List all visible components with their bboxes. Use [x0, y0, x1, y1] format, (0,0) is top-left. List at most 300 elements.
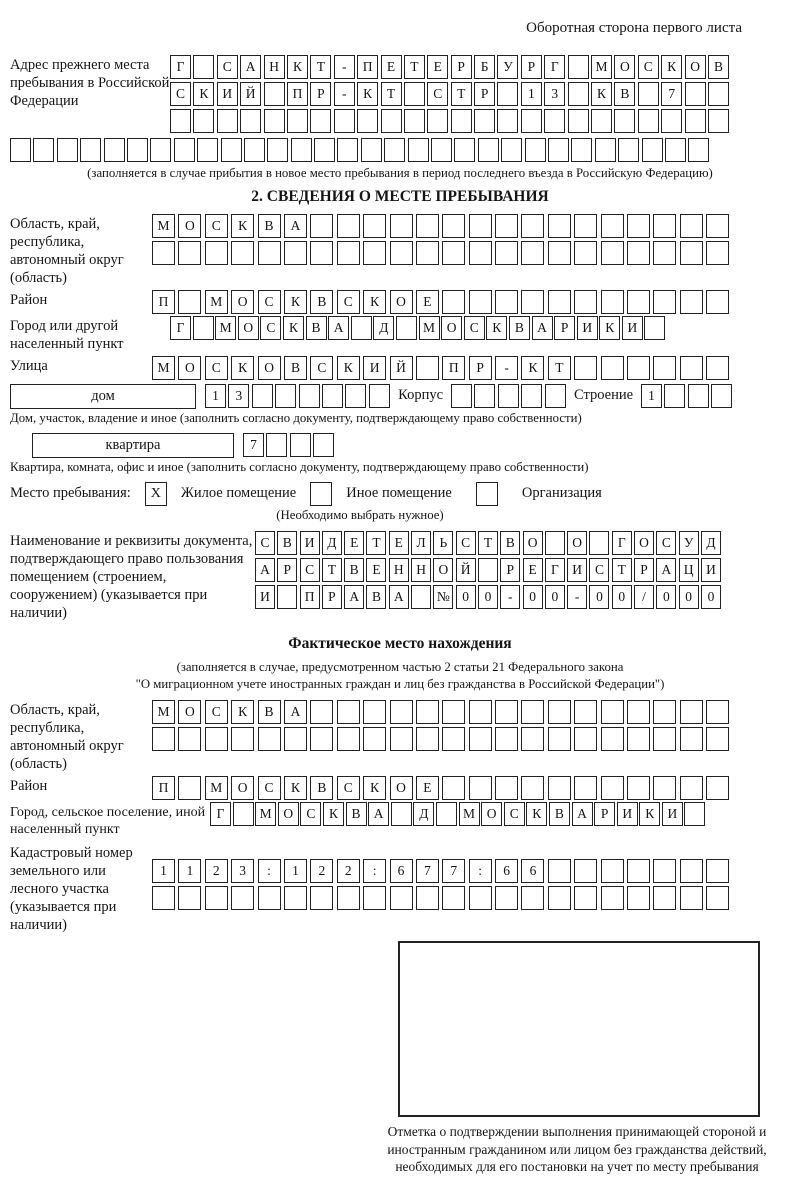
char-box	[287, 109, 308, 133]
actual-city-label: Город, сельское поселение, иной населенный пункт	[10, 805, 206, 838]
char-box	[680, 886, 703, 910]
char-box: Г	[170, 316, 191, 340]
char-box	[474, 384, 495, 408]
char-box: С	[260, 316, 281, 340]
char-box	[688, 384, 709, 408]
house-number-cells	[205, 384, 392, 408]
char-box: И	[662, 802, 683, 826]
char-box	[284, 241, 307, 265]
char-box	[411, 585, 431, 609]
char-box	[627, 241, 650, 265]
char-box: К	[193, 82, 214, 106]
char-box	[322, 384, 343, 408]
char-box: Ц	[679, 558, 699, 582]
char-box	[152, 241, 175, 265]
char-box	[521, 109, 542, 133]
char-box: У	[497, 55, 518, 79]
char-box	[653, 241, 676, 265]
char-box	[275, 384, 296, 408]
char-box: Д	[413, 802, 434, 826]
char-box	[337, 138, 358, 162]
char-box	[334, 109, 355, 133]
char-box	[363, 700, 386, 724]
char-box	[684, 802, 705, 826]
char-box	[404, 82, 425, 106]
char-box	[601, 214, 624, 238]
char-box: Г	[544, 55, 565, 79]
char-box: Т	[548, 356, 571, 380]
char-box: С	[310, 356, 333, 380]
char-box: Е	[523, 558, 543, 582]
char-box	[521, 776, 544, 800]
char-box: С	[255, 531, 275, 555]
prev-address-row-2	[170, 82, 731, 106]
char-box	[548, 886, 571, 910]
char-box: П	[442, 356, 465, 380]
stay-type-row	[10, 482, 790, 506]
char-box	[544, 109, 565, 133]
char-box: Т	[451, 82, 472, 106]
char-box: Е	[389, 531, 409, 555]
char-box: И	[577, 316, 598, 340]
char-box	[568, 82, 589, 106]
char-box	[521, 700, 544, 724]
cadastre-rows	[152, 843, 733, 913]
char-box: Н	[411, 558, 431, 582]
actual-city-row	[210, 802, 707, 826]
stay-option-residential-label: Жилое помещение	[180, 485, 297, 502]
char-box: О	[178, 214, 201, 238]
char-box	[170, 109, 191, 133]
char-box	[178, 886, 201, 910]
char-box	[548, 700, 571, 724]
char-box	[291, 138, 312, 162]
char-box	[706, 700, 729, 724]
char-box	[497, 82, 518, 106]
char-box: Н	[264, 55, 285, 79]
char-box	[178, 241, 201, 265]
char-box: Е	[427, 55, 448, 79]
korpus-cells	[451, 384, 568, 408]
prev-address-rows	[170, 55, 731, 136]
char-box	[601, 886, 624, 910]
char-box	[240, 109, 261, 133]
char-box	[548, 727, 571, 751]
char-box: №	[433, 585, 453, 609]
char-box	[80, 138, 101, 162]
char-box	[521, 214, 544, 238]
stroenie-label: Строение	[573, 386, 634, 403]
stay-option-other-label: Иное помещение	[346, 485, 452, 502]
char-box	[469, 290, 492, 314]
actual-region-row-2	[152, 727, 733, 751]
char-box: В	[310, 290, 333, 314]
stay-type-label: Место пребывания:	[10, 485, 131, 502]
char-box	[618, 138, 639, 162]
char-box: 1	[284, 859, 307, 883]
char-box	[363, 241, 386, 265]
char-box: К	[231, 214, 254, 238]
char-box	[627, 727, 650, 751]
char-box	[685, 82, 706, 106]
char-box	[197, 138, 218, 162]
char-box: Р	[474, 82, 495, 106]
char-box	[416, 886, 439, 910]
char-box: К	[283, 316, 304, 340]
char-box	[548, 776, 571, 800]
char-box: Ь	[433, 531, 453, 555]
char-box: 1	[152, 859, 175, 883]
actual-region-row-1	[152, 700, 733, 724]
char-box	[390, 214, 413, 238]
char-box	[708, 109, 729, 133]
char-box	[521, 886, 544, 910]
char-box	[664, 384, 685, 408]
char-box	[495, 776, 518, 800]
char-box: 7	[442, 859, 465, 883]
char-box	[284, 886, 307, 910]
char-box: М	[215, 316, 236, 340]
char-box	[706, 214, 729, 238]
char-box	[627, 886, 650, 910]
prev-address-row-4	[10, 138, 790, 162]
char-box	[653, 700, 676, 724]
char-box: А	[389, 585, 409, 609]
char-box	[408, 138, 429, 162]
char-box: И	[617, 802, 638, 826]
char-box: А	[284, 700, 307, 724]
char-box: Р	[500, 558, 520, 582]
char-box: Г	[210, 802, 231, 826]
char-box	[384, 138, 405, 162]
char-box: К	[337, 356, 360, 380]
char-box: О	[441, 316, 462, 340]
cadastre-block	[10, 843, 790, 935]
char-box	[495, 290, 518, 314]
char-box: В	[344, 558, 364, 582]
char-box: -	[334, 55, 355, 79]
char-box: М	[419, 316, 440, 340]
char-box: И	[622, 316, 643, 340]
char-box	[501, 138, 522, 162]
char-box: 7	[416, 859, 439, 883]
char-box	[310, 241, 333, 265]
char-box	[416, 356, 439, 380]
char-box	[431, 138, 452, 162]
char-box	[416, 241, 439, 265]
char-box	[574, 727, 597, 751]
char-box: М	[591, 55, 612, 79]
char-box	[152, 727, 175, 751]
prev-address-label: Адрес прежнего места пребывания в Российской Федерации	[10, 57, 170, 109]
char-box: Р	[521, 55, 542, 79]
char-box: К	[231, 356, 254, 380]
char-box	[661, 109, 682, 133]
stay-checkbox-other	[310, 482, 332, 506]
prev-address-row-3	[170, 109, 731, 133]
actual-district-block	[10, 776, 790, 800]
char-box	[574, 776, 597, 800]
char-box: Р	[322, 585, 342, 609]
char-box: А	[255, 558, 275, 582]
char-box	[469, 886, 492, 910]
char-box: И	[701, 558, 721, 582]
document-row-1	[255, 531, 723, 555]
char-box	[442, 290, 465, 314]
char-box: С	[217, 55, 238, 79]
char-box	[627, 356, 650, 380]
actual-region-label: Область, край, республика, автономный округ (область)	[10, 702, 124, 773]
char-box: А	[240, 55, 261, 79]
char-box	[706, 776, 729, 800]
char-box: М	[152, 700, 175, 724]
char-box: В	[306, 316, 327, 340]
char-box: С	[170, 82, 191, 106]
char-box: Т	[322, 558, 342, 582]
char-box	[442, 776, 465, 800]
char-box: П	[357, 55, 378, 79]
char-box	[469, 700, 492, 724]
char-box: В	[284, 356, 307, 380]
char-box: В	[708, 55, 729, 79]
char-box: Р	[554, 316, 575, 340]
char-box	[653, 214, 676, 238]
char-box	[574, 214, 597, 238]
char-box: 6	[495, 859, 518, 883]
char-box: 1	[178, 859, 201, 883]
document-block	[10, 531, 790, 623]
char-box: 3	[228, 384, 249, 408]
char-box: :	[258, 859, 281, 883]
actual-district-row	[152, 776, 733, 800]
char-box	[653, 290, 676, 314]
char-box: К	[284, 290, 307, 314]
char-box	[653, 776, 676, 800]
char-box: С	[504, 802, 525, 826]
char-box	[706, 886, 729, 910]
char-box: Р	[451, 55, 472, 79]
char-box	[653, 886, 676, 910]
char-box: 1	[521, 82, 542, 106]
char-box	[653, 727, 676, 751]
char-box: В	[500, 531, 520, 555]
char-box	[205, 241, 228, 265]
char-box	[310, 214, 333, 238]
char-box: П	[300, 585, 320, 609]
char-box	[644, 316, 665, 340]
char-box: С	[205, 214, 228, 238]
actual-district-label: Район	[10, 778, 48, 795]
char-box	[231, 241, 254, 265]
char-box: К	[661, 55, 682, 79]
char-box	[436, 802, 457, 826]
house-label-box: дом	[10, 384, 196, 409]
char-box	[396, 316, 417, 340]
city-label: Город или другой населенный пункт	[10, 317, 124, 352]
char-box	[711, 384, 732, 408]
char-box	[231, 727, 254, 751]
char-box	[57, 138, 78, 162]
char-box: П	[152, 776, 175, 800]
char-box	[595, 138, 616, 162]
char-box	[601, 241, 624, 265]
char-box	[469, 727, 492, 751]
char-box	[10, 138, 31, 162]
char-box: П	[152, 290, 175, 314]
char-box	[525, 138, 546, 162]
char-box	[310, 700, 333, 724]
char-box	[361, 138, 382, 162]
char-box: С	[300, 802, 321, 826]
char-box	[548, 241, 571, 265]
char-box	[601, 776, 624, 800]
char-box	[310, 886, 333, 910]
char-box	[404, 109, 425, 133]
char-box	[548, 290, 571, 314]
char-box	[706, 727, 729, 751]
char-box: -	[500, 585, 520, 609]
char-box	[574, 859, 597, 883]
stay-checkbox-residential: X	[145, 482, 167, 506]
document-row-2	[255, 558, 723, 582]
char-box: 0	[589, 585, 609, 609]
char-box: К	[284, 776, 307, 800]
char-box: В	[346, 802, 367, 826]
char-box	[205, 886, 228, 910]
actual-city-block	[10, 802, 790, 839]
char-box: С	[205, 700, 228, 724]
char-box: М	[152, 356, 175, 380]
char-box: О	[258, 356, 281, 380]
char-box: 0	[478, 585, 498, 609]
char-box	[601, 290, 624, 314]
char-box: 2	[205, 859, 228, 883]
char-box: О	[238, 316, 259, 340]
apartment-block	[10, 433, 790, 458]
char-box	[337, 241, 360, 265]
char-box	[601, 700, 624, 724]
char-box: К	[357, 82, 378, 106]
char-box: Е	[381, 55, 402, 79]
char-box	[244, 138, 265, 162]
char-box	[314, 138, 335, 162]
char-box	[478, 138, 499, 162]
char-box	[601, 727, 624, 751]
char-box: К	[287, 55, 308, 79]
char-box: И	[300, 531, 320, 555]
char-box: 6	[521, 859, 544, 883]
char-box	[601, 356, 624, 380]
char-box: С	[638, 55, 659, 79]
region-label: Область, край, республика, автономный округ (область)	[10, 215, 124, 286]
char-box: 0	[679, 585, 699, 609]
char-box	[469, 214, 492, 238]
char-box	[127, 138, 148, 162]
char-box	[416, 727, 439, 751]
char-box	[627, 776, 650, 800]
char-box	[357, 109, 378, 133]
confirmation-stamp-caption: Отметка о подтверждении выполнения принимающей стороной и иностранным гражданином или лицом без гражданства действий, необходимых для его постановки на учет по месту пребывания	[387, 1123, 767, 1175]
char-box: Р	[277, 558, 297, 582]
char-box: О	[685, 55, 706, 79]
char-box: В	[310, 776, 333, 800]
char-box	[390, 700, 413, 724]
char-box	[495, 886, 518, 910]
char-box: А	[572, 802, 593, 826]
char-box: С	[337, 290, 360, 314]
char-box: 0	[456, 585, 476, 609]
char-box: Г	[545, 558, 565, 582]
char-box: О	[634, 531, 654, 555]
char-box	[345, 384, 366, 408]
char-box	[277, 585, 297, 609]
char-box: О	[523, 531, 543, 555]
char-box	[442, 214, 465, 238]
char-box	[390, 886, 413, 910]
stroenie-cells	[641, 384, 735, 408]
char-box	[680, 290, 703, 314]
char-box: О	[481, 802, 502, 826]
char-box: И	[217, 82, 238, 106]
actual-location-note-2: "О миграционном учете иностранных граждан и лиц без гражданства в Российской Федерации")	[135, 676, 665, 691]
char-box	[574, 356, 597, 380]
char-box	[310, 727, 333, 751]
street-block	[10, 356, 790, 380]
apartment-cells	[243, 433, 337, 457]
char-box: Т	[478, 531, 498, 555]
char-box: К	[323, 802, 344, 826]
document-label: Наименование и реквизиты документа, подтверждающего право пользования помещением (строением, сооружением) (указывается при наличии)	[10, 532, 253, 621]
char-box: М	[152, 214, 175, 238]
char-box	[363, 886, 386, 910]
char-box: О	[433, 558, 453, 582]
char-box: Е	[416, 776, 439, 800]
house-note: Дом, участок, владение и иное (заполнить согласно документу, подтверждающему право собственности)	[10, 410, 582, 425]
char-box: К	[231, 700, 254, 724]
char-box	[267, 138, 288, 162]
char-box	[708, 82, 729, 106]
char-box	[442, 886, 465, 910]
char-box: А	[344, 585, 364, 609]
char-box	[680, 700, 703, 724]
char-box: Г	[612, 531, 632, 555]
char-box: Е	[416, 290, 439, 314]
cadastre-label: Кадастровый номер земельного или лесного участка (указывается при наличии)	[10, 844, 133, 933]
char-box	[680, 776, 703, 800]
char-box	[638, 82, 659, 106]
char-box	[416, 700, 439, 724]
char-box	[653, 859, 676, 883]
char-box	[680, 727, 703, 751]
char-box	[680, 214, 703, 238]
char-box	[574, 886, 597, 910]
stay-note: (Необходимо выбрать нужное)	[276, 507, 444, 522]
actual-region-block	[10, 700, 790, 774]
char-box	[451, 384, 472, 408]
char-box: -	[334, 82, 355, 106]
char-box: Л	[411, 531, 431, 555]
char-box	[706, 241, 729, 265]
char-box	[665, 138, 686, 162]
char-box	[337, 214, 360, 238]
char-box: О	[278, 802, 299, 826]
char-box	[497, 109, 518, 133]
char-box: Е	[344, 531, 364, 555]
char-box	[568, 55, 589, 79]
document-rows	[255, 531, 723, 612]
char-box: Т	[404, 55, 425, 79]
char-box: О	[178, 700, 201, 724]
